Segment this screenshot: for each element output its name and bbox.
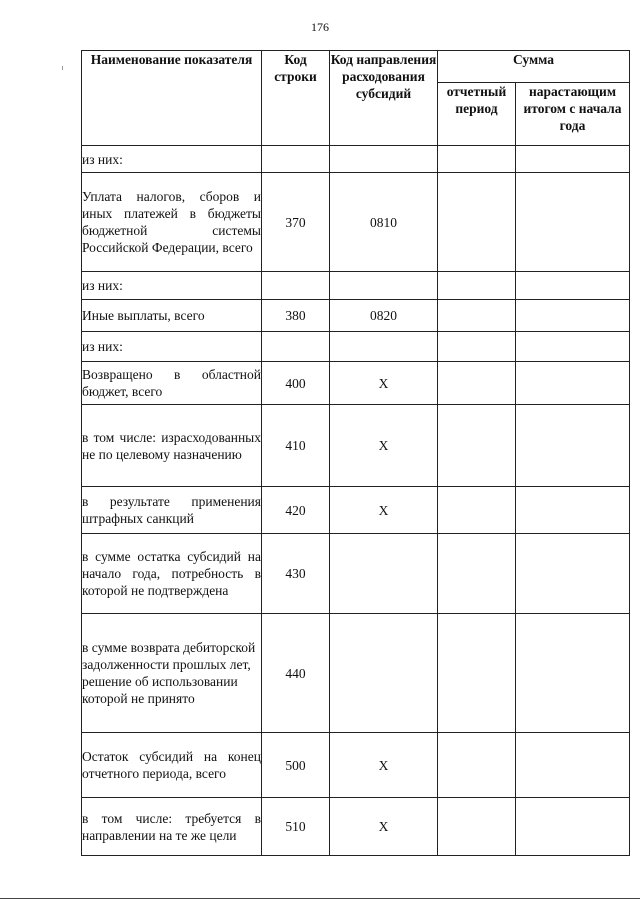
row-direction: X (330, 733, 438, 798)
row-name: в том числе: израсходованных не по целевому назначению (82, 405, 262, 487)
table-row (82, 300, 630, 332)
row-period (438, 733, 516, 798)
row-cumulative (516, 487, 630, 534)
row-direction: 0810 (330, 173, 438, 272)
row-cumulative (516, 362, 630, 405)
row-code: 440 (262, 614, 330, 733)
row-cumulative (516, 733, 630, 798)
table-row (82, 487, 630, 534)
table-row (82, 332, 630, 362)
table-row (82, 798, 630, 856)
row-cumulative (516, 272, 630, 300)
row-period (438, 798, 516, 856)
row-cumulative (516, 146, 630, 173)
row-code (262, 272, 330, 300)
row-code: 400 (262, 362, 330, 405)
row-cumulative (516, 614, 630, 733)
row-period (438, 300, 516, 332)
row-name: Уплата налогов, сборов и иных платежей в бюджеты бюджетной системы Российской Федерации, всего (82, 173, 262, 272)
row-code: 420 (262, 487, 330, 534)
table-row (82, 146, 630, 173)
row-direction (330, 272, 438, 300)
row-code (262, 146, 330, 173)
row-period (438, 487, 516, 534)
row-name: из них: (82, 332, 262, 362)
row-code: 500 (262, 733, 330, 798)
row-period (438, 332, 516, 362)
table-row (82, 534, 630, 614)
row-period (438, 614, 516, 733)
table-row (82, 614, 630, 733)
row-direction: X (330, 798, 438, 856)
table-row (82, 733, 630, 798)
row-cumulative (516, 332, 630, 362)
row-name: Возвращено в областной бюджет, всего (82, 362, 262, 405)
row-direction (330, 614, 438, 733)
row-direction: X (330, 362, 438, 405)
row-cumulative (516, 173, 630, 272)
row-cumulative (516, 534, 630, 614)
row-name: из них: (82, 272, 262, 300)
report-table (81, 50, 630, 856)
row-code (262, 332, 330, 362)
margin-mark (62, 66, 63, 70)
row-cumulative (516, 405, 630, 487)
row-name: Остаток субсидий на конец отчетного периода, всего (82, 733, 262, 798)
header-sum: Сумма (438, 51, 630, 83)
row-cumulative (516, 798, 630, 856)
row-period (438, 173, 516, 272)
row-code: 430 (262, 534, 330, 614)
header-name: Наименование показателя (82, 51, 262, 146)
row-direction: X (330, 405, 438, 487)
row-name: в том числе: требуется в направлении на те же цели (82, 798, 262, 856)
row-code: 410 (262, 405, 330, 487)
row-cumulative (516, 300, 630, 332)
header-cumulative: нарастающим итогом с начала года (516, 83, 630, 146)
header-code: Код строки (262, 51, 330, 146)
row-direction (330, 146, 438, 173)
page-number: 176 (311, 20, 329, 34)
row-direction: 0820 (330, 300, 438, 332)
header-direction: Код направления расходования субсидий (330, 51, 438, 146)
table-row (82, 405, 630, 487)
row-code: 510 (262, 798, 330, 856)
row-period (438, 272, 516, 300)
header-period: отчетный период (438, 83, 516, 146)
row-direction (330, 332, 438, 362)
table-row (82, 173, 630, 272)
row-name: в сумме остатка субсидий на начало года, потребность в которой не подтверждена (82, 534, 262, 614)
row-name: из них: (82, 146, 262, 173)
row-direction (330, 534, 438, 614)
row-period (438, 534, 516, 614)
row-period (438, 362, 516, 405)
bottom-rule (0, 898, 640, 899)
table-row (82, 362, 630, 405)
table-row (82, 272, 630, 300)
row-name: Иные выплаты, всего (82, 300, 262, 332)
row-period (438, 405, 516, 487)
row-name: в сумме возврата дебиторской задолженности прошлых лет, решение об использовании которой не принято (82, 614, 262, 733)
row-code: 370 (262, 173, 330, 272)
row-period (438, 146, 516, 173)
row-name: в результате применения штрафных санкций (82, 487, 262, 534)
row-code: 380 (262, 300, 330, 332)
row-direction: X (330, 487, 438, 534)
